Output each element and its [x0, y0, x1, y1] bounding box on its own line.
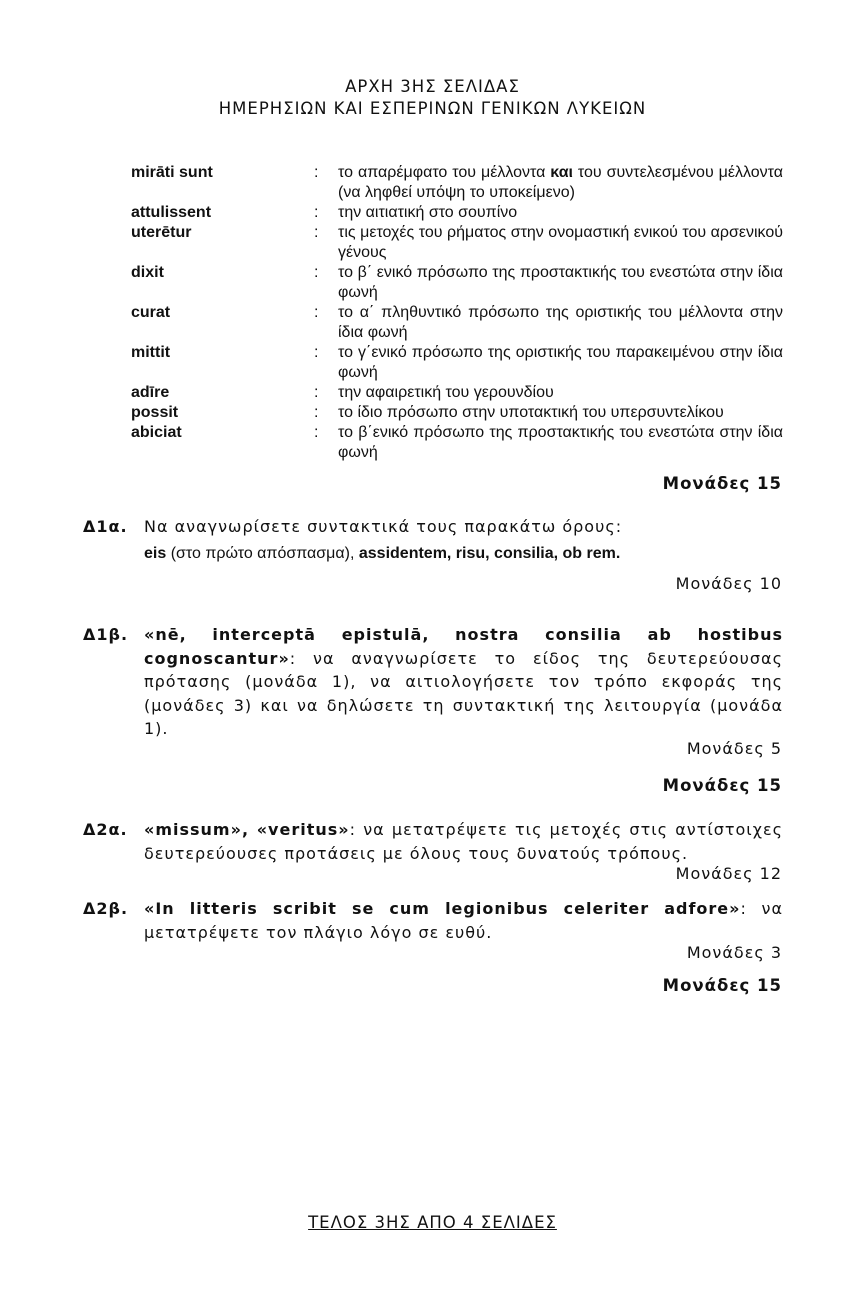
morph-word: attulissent — [131, 204, 212, 221]
question-text — [144, 818, 783, 865]
latin-quote: «In litteris scribit se cum legionibus celeriter adfore» — [144, 899, 741, 918]
page-header — [0, 76, 865, 120]
morph-desc: το ίδιο πρόσωπο στην υποτακτική του υπερσυντελίκου — [338, 404, 724, 421]
question-label: Δ2α. — [83, 820, 128, 839]
morph-word: mirāti sunt — [131, 164, 213, 181]
morph-row — [131, 163, 783, 203]
morph-word: adīre — [131, 384, 170, 401]
morph-row — [131, 223, 783, 263]
units-total-d2: Μονάδες 15 — [662, 976, 782, 995]
morph-row — [131, 263, 783, 303]
morph-word: dixit — [131, 264, 164, 281]
morph-desc: το α΄ πληθυντικό πρόσωπο της οριστικής του μέλλοντα στην ίδια φωνή — [338, 304, 783, 341]
morph-row — [131, 303, 783, 343]
latin-quote: «missum», «veritus» — [144, 820, 350, 839]
units-d2a: Μονάδες 12 — [675, 864, 782, 883]
latin-quote: «nē, interceptā epistulā, nostra consilia ab hostibus cognoscantur» — [144, 625, 783, 668]
morph-colon: : — [314, 164, 319, 181]
header-line-2: ΗΜΕΡΗΣΙΩΝ ΚΑΙ ΕΣΠΕΡΙΝΩΝ ΓΕΝΙΚΩΝ ΛΥΚΕΙΩΝ — [218, 99, 647, 118]
question-label: Δ1β. — [83, 625, 129, 644]
footer-text: ΤΕΛΟΣ 3ΗΣ ΑΠΟ 4 ΣΕΛΙΔΕΣ — [308, 1213, 557, 1232]
page-footer — [0, 1213, 865, 1232]
question-label: Δ2β. — [83, 899, 129, 918]
morph-word: possit — [131, 404, 179, 421]
question-d1b — [83, 623, 783, 741]
morph-colon: : — [314, 304, 319, 321]
morph-colon: : — [314, 384, 319, 401]
morph-desc-part: το απαρέμφατο του μέλλοντα — [338, 164, 551, 181]
question-label: Δ1α. — [83, 517, 128, 536]
question-text — [144, 897, 783, 944]
morph-colon: : — [314, 424, 319, 441]
morph-desc: την αφαιρετική του γερουνδίου — [338, 384, 554, 401]
morph-desc: τις μετοχές του ρήματος στην ονομαστική ενικού του αρσενικού γένους — [338, 224, 783, 261]
units-d2b: Μονάδες 3 — [686, 943, 782, 962]
term-bold: assidentem, risu, consilia, ob rem. — [358, 545, 621, 562]
question-text: Να αναγνωρίσετε συντακτικά τους παρακάτω όρους: — [144, 517, 623, 536]
morph-colon: : — [314, 344, 319, 361]
morph-colon: : — [314, 264, 319, 281]
morph-colon: : — [314, 404, 319, 421]
morph-row — [131, 423, 783, 463]
morph-desc-bold: και — [550, 164, 573, 181]
question-instruction: : να αναγνωρίσετε το είδος της δευτερεύουσας πρότασης (μονάδα 1), να αιτιολογήσετε τον τρόπο εκφοράς της (μονάδες 3) και να δηλώσετε τη συντακτική της λειτουργία (μονάδα 1). — [144, 648, 783, 738]
morph-row — [131, 403, 783, 423]
question-d2a — [83, 818, 783, 865]
morph-desc: την αιτιατική στο σουπίνο — [338, 204, 518, 221]
question-instruction: : να μετατρέψετε τις μετοχές στις αντίστοιχες δευτερεύουσες προτάσεις με όλους τους δυνατούς τρόπους. — [144, 820, 784, 863]
d1a-terms — [144, 545, 620, 563]
morph-desc-part: του συντελεσμένου μέλλοντα (να ληφθεί υπόψη το υποκείμενο) — [338, 164, 784, 201]
morph-word: curat — [131, 304, 171, 321]
units-d1b: Μονάδες 5 — [686, 739, 782, 758]
question-d2b — [83, 897, 783, 944]
units-d1a: Μονάδες 10 — [675, 574, 782, 593]
morph-word: abiciat — [131, 424, 182, 441]
morph-word: uterētur — [131, 224, 192, 241]
question-d1a — [83, 515, 783, 539]
units-total-g: Μονάδες 15 — [662, 474, 782, 493]
morph-row — [131, 383, 783, 403]
morphology-list — [131, 163, 783, 463]
morph-row — [131, 203, 783, 223]
morph-desc — [338, 163, 783, 203]
term-note: (στο πρώτο απόσπασμα), — [166, 545, 359, 562]
term-bold: eis — [144, 545, 167, 562]
question-instruction: : να μετατρέψετε τον πλάγιο λόγο σε ευθύ. — [144, 899, 783, 942]
morph-desc: το γ΄ενικό πρόσωπο της οριστικής του παρακειμένου στην ίδια φωνή — [338, 344, 783, 381]
morph-row — [131, 343, 783, 383]
morph-colon: : — [314, 224, 319, 241]
question-text — [144, 623, 783, 741]
morph-desc: το β΄ ενικό πρόσωπο της προστακτικής του ενεστώτα στην ίδια φωνή — [338, 264, 783, 301]
morph-colon: : — [314, 204, 319, 221]
morph-desc: το β΄ενικό πρόσωπο της προστακτικής του ενεστώτα στην ίδια φωνή — [338, 424, 783, 461]
morph-word: mittit — [131, 344, 171, 361]
header-line-1: ΑΡΧΗ 3ΗΣ ΣΕΛΙΔΑΣ — [345, 77, 520, 96]
units-total-d1: Μονάδες 15 — [662, 776, 782, 795]
